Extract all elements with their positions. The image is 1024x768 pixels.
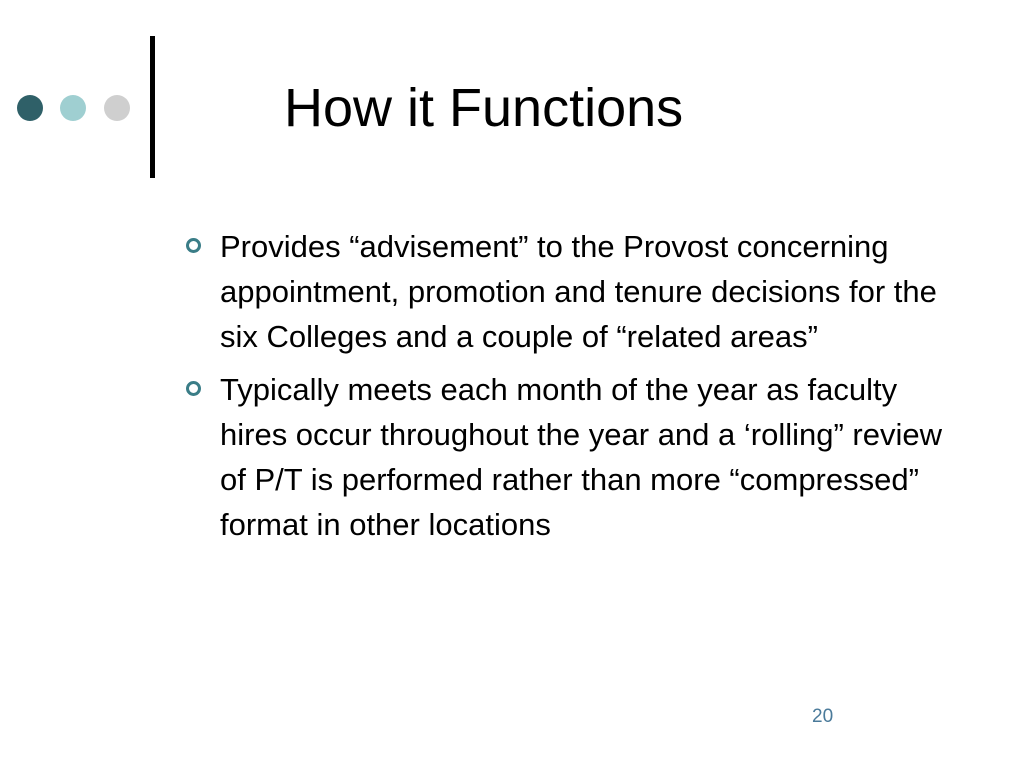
bullet-item	[184, 224, 944, 359]
bullet-text: Provides “advisement” to the Provost concerning appointment, promotion and tenure decisions for the six Colleges and a couple of “related areas”	[220, 229, 937, 354]
bullet-ring-icon	[186, 381, 201, 396]
bullet-ring-icon	[186, 238, 201, 253]
decorative-dot-dark	[17, 95, 43, 121]
decorative-dot-light	[60, 95, 86, 121]
bullet-list	[184, 224, 944, 555]
slide-number: 20	[812, 706, 834, 727]
bullet-item	[184, 367, 944, 547]
bullet-text: Typically meets each month of the year as faculty hires occur throughout the year and a ‘rolling” review of P/T is performed rather than more “compressed” format in other locations	[220, 372, 942, 542]
slide-title: How it Functions	[284, 78, 684, 138]
decorative-dot-gray	[104, 95, 130, 121]
title-divider-line	[150, 36, 155, 178]
